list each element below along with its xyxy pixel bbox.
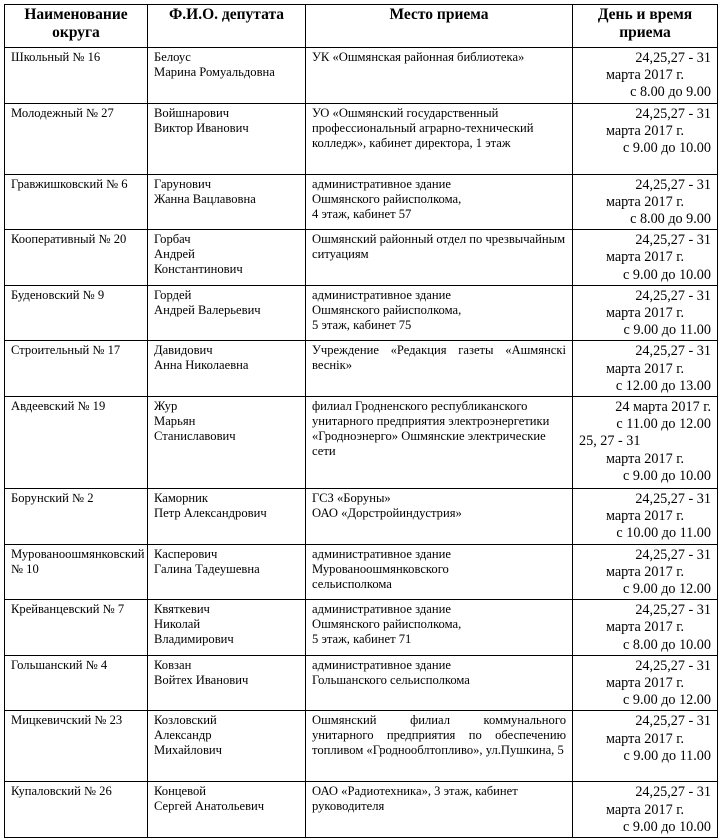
place-cell: ОАО «Радиотехника», 3 этаж, кабинет руководителя: [306, 782, 573, 838]
time-line: марта 2017 г.: [606, 730, 684, 747]
time-cell: [573, 397, 718, 489]
district-cell: Гольшанский № 4: [5, 655, 148, 711]
district-cell: Купаловский № 26: [5, 782, 148, 838]
table-row: [5, 285, 718, 341]
time-line: 24,25,27 - 31: [635, 657, 711, 674]
deputy-cell: Гордей Андрей Валерьевич: [148, 285, 306, 341]
deputy-cell: Ковзан Войтех Иванович: [148, 655, 306, 711]
table-row: [5, 711, 718, 782]
time-line: марта 2017 г.: [606, 563, 684, 580]
time-line: марта 2017 г.: [606, 249, 684, 266]
place-cell: Ошмянский филиал коммунального унитарного предприятия по обеспечению топливом «Гродноoблтопливо», ул.Пушкина, 5: [306, 711, 573, 782]
time-line: 24,25,27 - 31: [635, 105, 711, 122]
time-line: 24,25,27 - 31: [635, 343, 711, 360]
district-cell: Буденовский № 9: [5, 285, 148, 341]
deputy-cell: Квяткевич Николай Владимирович: [148, 600, 306, 656]
time-line: с 9.00 до 11.00: [623, 322, 711, 339]
place-cell: административное здание Мурованоошмянковского сельисполкома: [306, 544, 573, 600]
district-cell: Крейванцевский № 7: [5, 600, 148, 656]
header-district: Наименование округа: [5, 5, 148, 48]
time-line: с 9.00 до 12.00: [623, 581, 711, 598]
time-cell: [573, 341, 718, 397]
district-cell: Кооперативный № 20: [5, 230, 148, 286]
header-time: День и время приема: [573, 5, 718, 48]
time-line: марта 2017 г.: [606, 360, 684, 377]
time-line: с 9.00 до 11.00: [623, 747, 711, 764]
district-cell: Строительный № 17: [5, 341, 148, 397]
time-line: марта 2017 г.: [606, 801, 684, 818]
time-cell: [573, 174, 718, 230]
time-line: с 9.00 до 12.00: [623, 692, 711, 709]
time-cell: [573, 103, 718, 174]
place-cell: административное здание Ошмянского райисполкома, 5 этаж, кабинет 75: [306, 285, 573, 341]
table-row: [5, 174, 718, 230]
place-cell: административное здание Ошмянского райисполкома, 4 этаж, кабинет 57: [306, 174, 573, 230]
time-cell: [573, 285, 718, 341]
time-line: с 8.00 до 9.00: [630, 211, 711, 228]
time-line: 24,25,27 - 31: [635, 50, 711, 66]
deputy-cell: Концевой Сергей Анатольевич: [148, 782, 306, 838]
time-line: марта 2017 г.: [606, 122, 684, 139]
time-line: с 8.00 до 10.00: [623, 636, 711, 653]
place-cell: УО «Ошмянский государственный профессиональный аграрно-технический колледж», кабинет директора, 1 этаж: [306, 103, 573, 174]
table-row: [5, 48, 718, 104]
time-line: марта 2017 г.: [606, 450, 684, 467]
time-cell: [573, 655, 718, 711]
time-line: 24,25,27 - 31: [635, 176, 711, 193]
deputy-cell: Козловский Александр Михайлович: [148, 711, 306, 782]
place-cell: Учреждение «Редакция газеты «Ашмянскі веснік»: [306, 341, 573, 397]
deputy-cell: Давидович Анна Николаевна: [148, 341, 306, 397]
reception-schedule-table: [4, 4, 718, 838]
table-row: [5, 397, 718, 489]
place-cell: УК «Ошмянская районная библиотека»: [306, 48, 573, 104]
time-line: 24,25,27 - 31: [635, 602, 711, 619]
district-cell: Борунский № 2: [5, 489, 148, 545]
table-row: [5, 103, 718, 174]
time-cell: [573, 711, 718, 782]
time-line: марта 2017 г.: [606, 508, 684, 525]
header-deputy: Ф.И.О. депутата: [148, 5, 306, 48]
time-cell: [573, 489, 718, 545]
district-cell: Авдеевский № 19: [5, 397, 148, 489]
table-row: [5, 655, 718, 711]
time-line: с 9.00 до 10.00: [623, 140, 711, 157]
table-row: [5, 782, 718, 838]
place-cell: административное здание Ошмянского райисполкома, 5 этаж, кабинет 71: [306, 600, 573, 656]
time-line: с 11.00 до 12.00: [616, 416, 711, 433]
district-cell: Мурованоошмянковский № 10: [5, 544, 148, 600]
deputy-cell: Гарунович Жанна Вацлавовна: [148, 174, 306, 230]
place-cell: ГСЗ «Боруны» ОАО «Дорстройиндустрия»: [306, 489, 573, 545]
time-line: с 8.00 до 9.00: [630, 84, 711, 101]
deputy-cell: Белоус Марина Ромуальдовна: [148, 48, 306, 104]
time-cell: [573, 782, 718, 838]
time-line: марта 2017 г.: [606, 675, 684, 692]
time-line: 24,25,27 - 31: [635, 713, 711, 730]
time-cell: [573, 600, 718, 656]
time-line: марта 2017 г.: [606, 305, 684, 322]
time-line: с 9.00 до 10.00: [623, 818, 711, 835]
deputy-cell: Каморник Петр Александрович: [148, 489, 306, 545]
time-cell: [573, 544, 718, 600]
deputy-cell: Горбач Андрей Константинович: [148, 230, 306, 286]
place-cell: филиал Гродненского республиканского унитарного предприятия электроэнергетики «Гродноэнерго» Ошмянские электрические сети: [306, 397, 573, 489]
time-line: с 10.00 до 11.00: [616, 525, 711, 542]
table-row: [5, 600, 718, 656]
deputy-cell: Касперович Галина Тадеушевна: [148, 544, 306, 600]
time-line: с 12.00 до 13.00: [615, 377, 711, 394]
time-line: 24,25,27 - 31: [635, 784, 711, 801]
time-line: 24 марта 2017 г.: [615, 399, 711, 416]
time-line: 24,25,27 - 31: [635, 287, 711, 304]
place-cell: Ошмянский районный отдел по чрезвычайным ситуациям: [306, 230, 573, 286]
time-line: марта 2017 г.: [606, 193, 684, 210]
time-line: с 9.00 до 10.00: [623, 266, 711, 283]
time-line: с 9.00 до 10.00: [623, 467, 711, 484]
place-cell: административное здание Гольшанского сельисполкома: [306, 655, 573, 711]
district-cell: Школьный № 16: [5, 48, 148, 104]
table-row: [5, 489, 718, 545]
time-line: 25, 27 - 31: [579, 433, 641, 450]
time-cell: [573, 48, 718, 104]
time-line: марта 2017 г.: [606, 619, 684, 636]
time-line: 24,25,27 - 31: [635, 546, 711, 563]
table-row: [5, 230, 718, 286]
time-line: 24,25,27 - 31: [635, 232, 711, 249]
table-header-row: [5, 5, 718, 48]
table-row: [5, 341, 718, 397]
district-cell: Молодежный № 27: [5, 103, 148, 174]
district-cell: Мицкевичский № 23: [5, 711, 148, 782]
table-row: [5, 544, 718, 600]
time-line: марта 2017 г.: [606, 67, 684, 84]
district-cell: Гравжишковский № 6: [5, 174, 148, 230]
time-line: 24,25,27 - 31: [635, 491, 711, 508]
deputy-cell: Жур Марьян Станиславович: [148, 397, 306, 489]
header-place: Место приема: [306, 5, 573, 48]
time-cell: [573, 230, 718, 286]
deputy-cell: Войшнарович Виктор Иванович: [148, 103, 306, 174]
